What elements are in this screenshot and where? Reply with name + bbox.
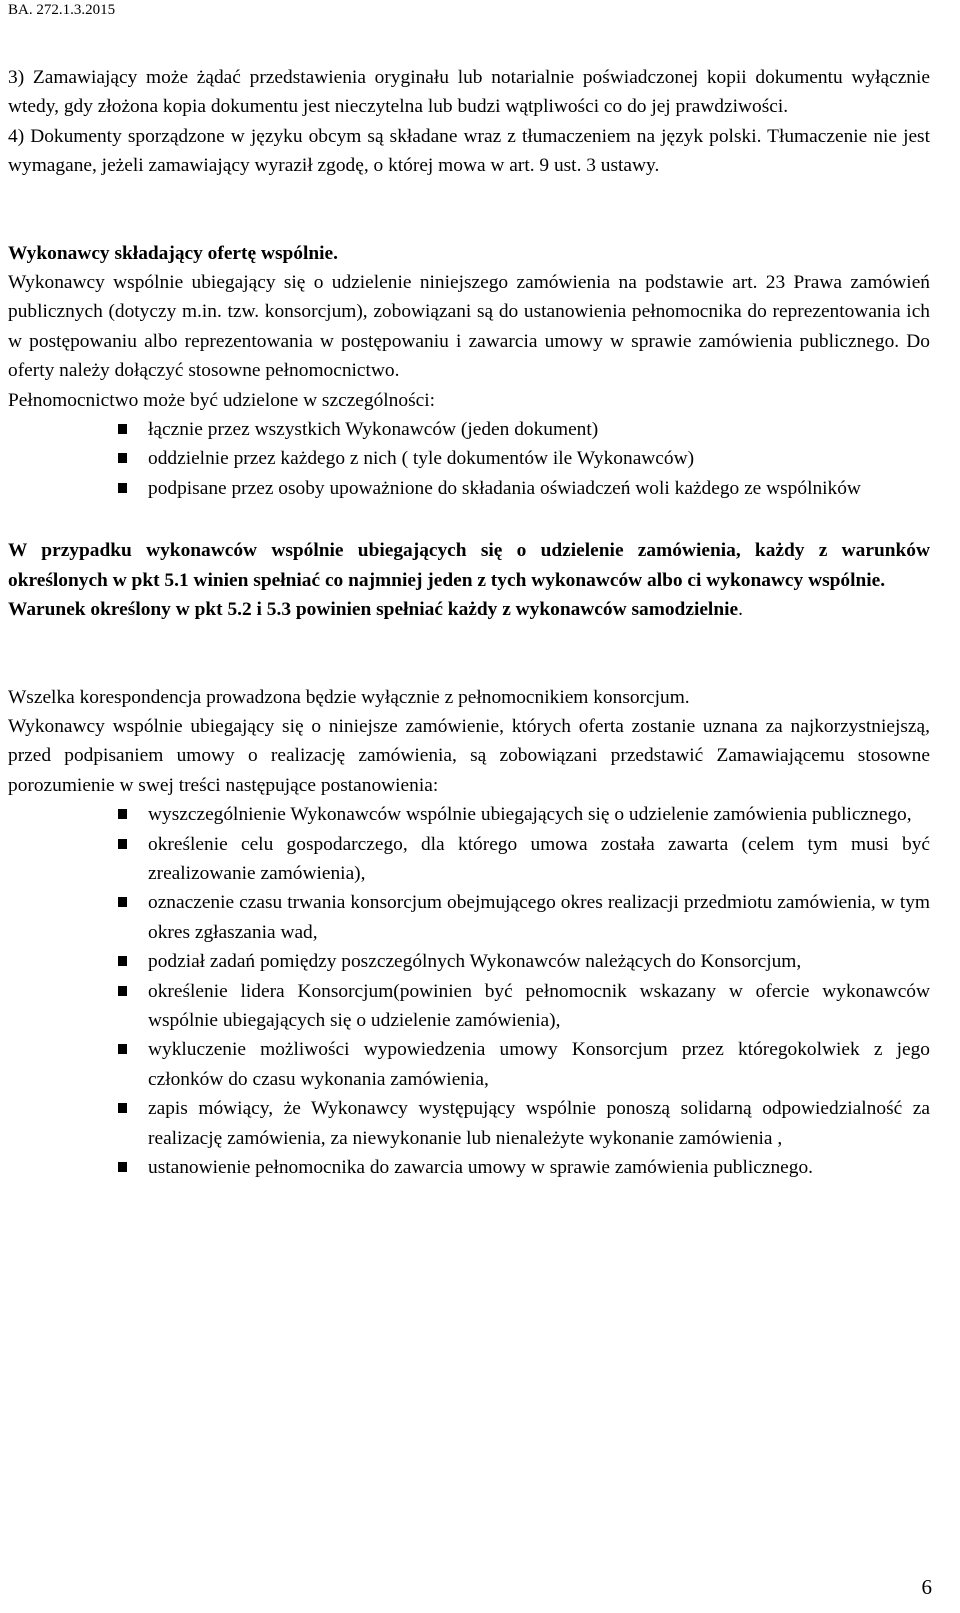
square-bullet-icon — [118, 809, 127, 819]
list-item: ustanowienie pełnomocnika do zawarcia umowy w sprawie zamówienia publicznego. — [8, 1153, 930, 1182]
list-item: określenie lidera Konsorcjum(powinien być pełnomocnik wskazany w ofercie wykonawców wspólnie ubiegających się o udzielenie zamówienia), — [8, 977, 930, 1036]
square-bullet-icon — [118, 1162, 127, 1172]
list-item: zapis mówiący, że Wykonawcy występujący wspólnie ponoszą solidarną odpowiedzialność za realizację zamówienia, za niewykonanie lub nienależyte wykonanie zamówienia , — [8, 1094, 930, 1153]
paragraph-correspondence: Wszelka korespondencja prowadzona będzie wyłącznie z pełnomocnikiem konsorcjum. — [8, 686, 690, 708]
square-bullet-icon — [118, 1044, 127, 1054]
square-bullet-icon — [118, 1103, 127, 1113]
paragraph-translations: 4) Dokumenty sporządzone w języku obcym są składane wraz z tłumaczeniem na język polski. Tłumaczenie nie jest wymagane, jeżeli zamawiający wyraził zgodę, o której mowa w art. 9 ust. 3 ustawy. — [8, 125, 930, 177]
list-item: określenie celu gospodarczego, dla którego umowa została zawarta (celem tym musi być zrealizowanie zamówienia), — [8, 830, 930, 889]
list-item: podział zadań pomiędzy poszczególnych Wykonawców należących do Konsorcjum, — [8, 947, 930, 976]
list-item: wykluczenie możliwości wypowiedzenia umowy Konsorcjum przez któregokolwiek z jego członków do czasu wykonania zamówienia, — [8, 1035, 930, 1094]
square-bullet-icon — [118, 453, 127, 463]
page-number: 6 — [921, 1575, 932, 1599]
paragraph-consortium: Wykonawcy wspólnie ubiegający się o udzielenie niniejszego zamówienia na podstawie art. 23 Prawa zamówień publicznych (dotyczy m.in. tzw. konsorcjum), zobowiązani są do ustanowienia pełnomocnika do reprezentowania ich w postępowaniu albo reprezentowania w postępowaniu i zawarcia umowy w sprawie zamówienia publicznego. Do oferty należy dołączyć stosowne pełnomocnictwo. — [8, 272, 930, 382]
list-item: oddzielnie przez każdego z nich ( tyle dokumentów ile Wykonawców) — [8, 444, 930, 473]
list-item: wyszczególnienie Wykonawców wspólnie ubiegających się o udzielenie zamówienia publicznego, — [8, 800, 930, 829]
paragraph-agreement: Wykonawcy wspólnie ubiegający się o niniejsze zamówienie, których oferta zostanie uznana za najkorzystniejszą, przed podpisaniem umowy o realizację zamówienia, są zobowiązani przedstawić Zamawiającemu stosowne porozumienie w swej treści następujące postanowienia: — [8, 715, 930, 796]
list-item: łącznie przez wszystkich Wykonawców (jeden dokument) — [8, 415, 930, 444]
list-item: oznaczenie czasu trwania konsorcjum obejmującego okres realizacji przedmiotu zamówienia, w tym okres zgłaszania wad, — [8, 888, 930, 947]
section-title: Wykonawcy składający ofertę wspólnie. — [8, 242, 338, 264]
paragraph-power-of-attorney: Pełnomocnictwo może być udzielone w szczególności: — [8, 389, 436, 411]
agreement-provisions-list — [8, 800, 930, 1182]
square-bullet-icon — [118, 839, 127, 849]
paragraph-original-documents: 3) Zamawiający może żądać przedstawienia oryginału lub notarialnie poświadczonej kopii dokumentu wyłącznie wtedy, gdy złożona kopia dokumentu jest nieczytelna lub budzi wątpliwości co do jej prawdziwości. — [8, 67, 930, 118]
square-bullet-icon — [118, 483, 127, 493]
bold-condition-paragraph-2: Warunek określony w pkt 5.2 i 5.3 powinien spełniać każdy z wykonawców samodzielnie. — [8, 599, 743, 621]
document-reference: BA. 272.1.3.2015 — [8, 2, 116, 18]
square-bullet-icon — [118, 986, 127, 996]
square-bullet-icon — [118, 897, 127, 907]
square-bullet-icon — [118, 956, 127, 966]
list-item: podpisane przez osoby upoważnione do składania oświadczeń woli każdego ze wspólników — [8, 474, 930, 503]
document-body — [8, 63, 930, 1182]
bold-condition-paragraph: W przypadku wykonawców wspólnie ubiegających się o udzielenie zamówienia, każdy z warunków określonych w pkt 5.1 winien spełniać co najmniej jeden z tych wykonawców albo ci wykonawcy wspólnie. — [8, 540, 930, 591]
square-bullet-icon — [118, 424, 127, 434]
power-of-attorney-list — [8, 415, 930, 503]
